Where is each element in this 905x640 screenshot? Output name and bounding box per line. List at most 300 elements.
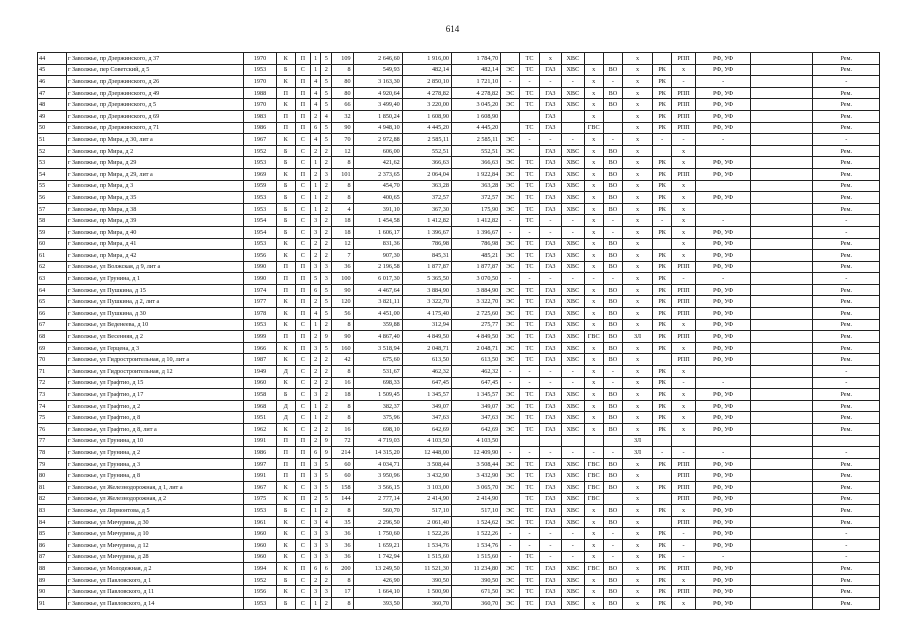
table-cell: 671,50 [451, 586, 500, 598]
table-cell: РФ, УФ [695, 192, 751, 204]
table-cell [751, 516, 813, 528]
table-cell: 4 [310, 76, 321, 88]
table-cell: х [623, 110, 653, 122]
table-cell: х [623, 400, 653, 412]
table-cell: - [813, 377, 880, 389]
table-cell: 6 [310, 284, 321, 296]
table-cell: ТС [520, 64, 539, 76]
table-cell: ТС [520, 342, 539, 354]
table-cell: РК [653, 412, 672, 424]
table-cell: - [695, 215, 751, 227]
table-cell: х [672, 319, 696, 331]
address-cell: г Заволжье, ул Железнодорожная, д 1, лит а [66, 481, 244, 493]
table-cell: ТС [520, 331, 539, 343]
table-cell: РФ, УФ [695, 412, 751, 424]
table-cell: ТС [520, 481, 539, 493]
table-cell: х [584, 87, 603, 99]
table-cell: - [539, 273, 561, 285]
table-cell: ВО [603, 400, 622, 412]
table-cell: х [623, 250, 653, 262]
table-cell: ЭС [501, 192, 520, 204]
table-cell: - [695, 551, 751, 563]
table-cell: ХВС [562, 203, 584, 215]
table-cell: РПП [672, 516, 696, 528]
table-cell: С [295, 586, 310, 598]
table-cell: ТС [520, 250, 539, 262]
address-cell: г Заволжье, пр Дзержинского, д 37 [66, 53, 244, 65]
table-cell: - [520, 226, 539, 238]
table-cell: 1999 [244, 331, 276, 343]
row-index-cell: 77 [38, 435, 67, 447]
table-cell: П [295, 122, 310, 134]
table-cell: 3 499,40 [353, 99, 402, 111]
table-cell: х [584, 400, 603, 412]
table-cell: - [562, 377, 584, 389]
table-cell: х [584, 412, 603, 424]
table-cell: ЭС [501, 505, 520, 517]
table-cell: 1991 [244, 470, 276, 482]
row-index-cell: 75 [38, 412, 67, 424]
table-cell: 372,57 [402, 192, 451, 204]
table-cell: К [276, 586, 295, 598]
table-cell: РПП [672, 586, 696, 598]
table-cell: РПП [672, 122, 696, 134]
address-cell: г Заволжье, ул Грунина, д 1 [66, 273, 244, 285]
table-cell: х [584, 528, 603, 540]
address-cell: г Заволжье, ул Железнодорожная, д 2 [66, 493, 244, 505]
address-cell: г Заволжье, пр Дзержинского, д 69 [66, 110, 244, 122]
table-cell: х [623, 424, 653, 436]
table-cell: ХВС [562, 412, 584, 424]
table-cell: 2 [321, 145, 332, 157]
table-cell: РПП [672, 481, 696, 493]
table-cell: Рем. [813, 261, 880, 273]
table-row [38, 180, 880, 192]
table-cell: ВО [603, 308, 622, 320]
row-index-cell: 84 [38, 516, 67, 528]
address-cell: г Заволжье, ул Волжская, д 9, лит а [66, 261, 244, 273]
table-cell: ХВС [562, 586, 584, 598]
table-cell: 5 [321, 87, 332, 99]
table-row [38, 563, 880, 575]
table-cell: 1990 [244, 273, 276, 285]
table-cell: ГАЗ [539, 458, 561, 470]
table-cell: 1953 [244, 157, 276, 169]
table-cell: Д [276, 412, 295, 424]
table-cell: - [603, 551, 622, 563]
table-cell [672, 435, 696, 447]
table-cell: К [276, 238, 295, 250]
table-cell: К [276, 250, 295, 262]
table-cell: 1969 [244, 168, 276, 180]
table-cell: 1970 [244, 76, 276, 88]
table-cell: Рем. [813, 87, 880, 99]
table-cell: 360,70 [402, 597, 451, 609]
table-cell: 1966 [244, 342, 276, 354]
row-index-cell: 52 [38, 145, 67, 157]
table-cell: 8 [332, 319, 353, 331]
table-cell: ХВС [562, 168, 584, 180]
table-cell: П [295, 99, 310, 111]
table-cell: 60 [332, 470, 353, 482]
table-cell [653, 435, 672, 447]
table-row [38, 574, 880, 586]
table-cell: - [813, 551, 880, 563]
table-cell: 2 048,71 [451, 342, 500, 354]
table-cell: х [623, 574, 653, 586]
table-row [38, 458, 880, 470]
table-cell: 2 725,60 [451, 308, 500, 320]
address-cell: г Заволжье, ул Павловского, д 1 [66, 574, 244, 586]
table-cell [751, 366, 813, 378]
table-cell [751, 87, 813, 99]
table-cell: ХВС [562, 308, 584, 320]
table-cell: ХВС [562, 238, 584, 250]
table-cell: х [584, 539, 603, 551]
table-cell: П [295, 447, 310, 459]
table-cell: Рем. [813, 586, 880, 598]
table-cell: ВО [603, 296, 622, 308]
table-cell: х [623, 319, 653, 331]
table-cell: П [295, 110, 310, 122]
table-cell: - [672, 134, 696, 146]
table-cell: 4 445,20 [451, 122, 500, 134]
table-cell: ХВС [562, 424, 584, 436]
table-cell: РФ, УФ [695, 238, 751, 250]
table-cell: 90 [332, 331, 353, 343]
table-row [38, 319, 880, 331]
table-cell: РПП [672, 308, 696, 320]
table-cell: 4 103,50 [402, 435, 451, 447]
table-cell: П [295, 87, 310, 99]
table-cell: х [672, 250, 696, 262]
table-cell: - [562, 366, 584, 378]
table-cell: 1988 [244, 87, 276, 99]
table-cell: 552,51 [451, 145, 500, 157]
row-index-cell: 76 [38, 424, 67, 436]
table-row [38, 273, 880, 285]
table-cell: ТС [520, 574, 539, 586]
table-cell: ЗЛ [623, 447, 653, 459]
table-cell: 1 [310, 400, 321, 412]
table-cell: С [295, 539, 310, 551]
table-cell: РФ, УФ [695, 424, 751, 436]
table-cell [751, 528, 813, 540]
table-cell: х [623, 481, 653, 493]
row-index-cell: 48 [38, 99, 67, 111]
table-cell: С [295, 516, 310, 528]
table-row [38, 308, 880, 320]
table-cell: 1 877,87 [402, 261, 451, 273]
table-cell: 90 [332, 122, 353, 134]
table-cell [751, 226, 813, 238]
address-cell: г Заволжье, пр Мира, д 3 [66, 180, 244, 192]
table-cell: 698,10 [353, 424, 402, 436]
table-cell: 482,14 [451, 64, 500, 76]
table-cell: 390,50 [451, 574, 500, 586]
table-cell: РК [653, 563, 672, 575]
table-cell: 5 [321, 493, 332, 505]
table-row [38, 470, 880, 482]
table-cell: Рем. [813, 563, 880, 575]
table-cell: х [672, 505, 696, 517]
table-cell [695, 145, 751, 157]
table-row [38, 342, 880, 354]
table-cell: 1 534,76 [451, 539, 500, 551]
table-cell: ТС [520, 586, 539, 598]
table-cell: 2 [310, 435, 321, 447]
table-cell: ТС [520, 157, 539, 169]
table-cell [653, 493, 672, 505]
table-cell: ГАЗ [539, 563, 561, 575]
table-cell: 1 606,17 [353, 226, 402, 238]
table-cell [751, 493, 813, 505]
table-cell [695, 203, 751, 215]
table-cell: 1997 [244, 458, 276, 470]
table-cell: ГАЗ [539, 342, 561, 354]
table-cell: 2 972,88 [353, 134, 402, 146]
table-cell [751, 505, 813, 517]
table-cell: Б [276, 64, 295, 76]
table-cell: РФ, УФ [695, 53, 751, 65]
table-cell: х [584, 296, 603, 308]
table-cell: Рем. [813, 157, 880, 169]
table-cell: ЭС [501, 400, 520, 412]
table-cell: 1 750,60 [353, 528, 402, 540]
table-row [38, 168, 880, 180]
address-cell: г Заволжье, ул Графтио, д 17 [66, 389, 244, 401]
table-cell: 5 [321, 99, 332, 111]
table-cell: РФ, УФ [695, 597, 751, 609]
table-cell: 1968 [244, 400, 276, 412]
table-cell: ЭС [501, 134, 520, 146]
table-cell: 3 [321, 528, 332, 540]
table-cell: 363,28 [402, 180, 451, 192]
table-cell: ВО [603, 157, 622, 169]
table-cell: Рем. [813, 110, 880, 122]
table-cell [603, 122, 622, 134]
table-cell: 517,10 [402, 505, 451, 517]
table-cell: 36 [332, 528, 353, 540]
table-cell: ТС [520, 308, 539, 320]
table-cell: 3 [310, 539, 321, 551]
table-cell: 5 [321, 134, 332, 146]
table-cell: РК [653, 481, 672, 493]
table-cell [751, 481, 813, 493]
table-cell: - [672, 76, 696, 88]
table-cell [751, 273, 813, 285]
table-cell: 2 [310, 377, 321, 389]
table-cell: 2 [321, 412, 332, 424]
table-cell: ТС [520, 238, 539, 250]
table-cell: ТС [520, 192, 539, 204]
table-cell [584, 53, 603, 65]
table-cell: 11 234,80 [451, 563, 500, 575]
table-cell [751, 284, 813, 296]
table-cell: ГАЗ [539, 574, 561, 586]
table-cell: К [276, 481, 295, 493]
table-cell: ЭС [501, 389, 520, 401]
table-cell: - [539, 134, 561, 146]
table-cell: ЭС [501, 99, 520, 111]
table-cell: 5 [321, 342, 332, 354]
table-cell: 3 508,44 [451, 458, 500, 470]
table-cell: ВО [603, 458, 622, 470]
table-cell: ГАЗ [539, 99, 561, 111]
address-cell: г Заволжье, ул Гидростроительная, д 12 [66, 366, 244, 378]
table-cell: х [623, 157, 653, 169]
address-cell: г Заволжье, ул Мичурина, д 12 [66, 539, 244, 551]
table-cell: 1 [310, 53, 321, 65]
table-cell: ХВС [562, 296, 584, 308]
row-index-cell: 53 [38, 157, 67, 169]
table-cell: ВО [603, 597, 622, 609]
row-index-cell: 47 [38, 87, 67, 99]
table-cell: 8 [332, 64, 353, 76]
table-cell: 35 [332, 516, 353, 528]
table-cell: х [623, 145, 653, 157]
table-cell: ТС [520, 551, 539, 563]
table-cell: ВО [603, 319, 622, 331]
table-cell: 907,30 [353, 250, 402, 262]
table-cell: 2 777,14 [353, 493, 402, 505]
table-cell: П [276, 284, 295, 296]
table-cell: - [501, 447, 520, 459]
table-cell: х [623, 296, 653, 308]
table-cell: 2 296,50 [353, 516, 402, 528]
table-cell: ХВС [562, 64, 584, 76]
table-cell: х [623, 76, 653, 88]
table-cell: ЭС [501, 424, 520, 436]
table-cell: ЗЛ [623, 331, 653, 343]
table-cell: К [276, 424, 295, 436]
table-cell: П [276, 87, 295, 99]
table-cell: - [539, 528, 561, 540]
table-cell: 1 [310, 505, 321, 517]
table-cell: - [653, 447, 672, 459]
table-cell: ТС [520, 319, 539, 331]
table-cell: ХВС [562, 192, 584, 204]
address-cell: г Заволжье, пр Мира, д 35 [66, 192, 244, 204]
table-cell: ГАЗ [539, 516, 561, 528]
table-cell: Рем. [813, 122, 880, 134]
table-cell: 2 [310, 145, 321, 157]
table-cell: - [539, 551, 561, 563]
table-cell: 3 [310, 226, 321, 238]
table-cell: ТС [520, 296, 539, 308]
table-cell: 32 [332, 110, 353, 122]
table-row [38, 64, 880, 76]
table-cell: - [695, 134, 751, 146]
table-cell: 1961 [244, 516, 276, 528]
table-cell: П [295, 168, 310, 180]
table-cell: 363,28 [451, 180, 500, 192]
table-cell [751, 203, 813, 215]
table-row [38, 261, 880, 273]
table-cell: Рем. [813, 389, 880, 401]
table-cell: ГАЗ [539, 64, 561, 76]
table-cell: 1983 [244, 110, 276, 122]
row-index-cell: 67 [38, 319, 67, 331]
table-cell: ВО [603, 87, 622, 99]
table-cell: С [295, 134, 310, 146]
table-row [38, 516, 880, 528]
table-cell: х [584, 389, 603, 401]
table-cell: РК [653, 87, 672, 99]
table-cell: 1 922,84 [451, 168, 500, 180]
table-cell: ТС [520, 203, 539, 215]
table-cell: ГАЗ [539, 493, 561, 505]
table-cell: 3 508,44 [402, 458, 451, 470]
table-cell [751, 122, 813, 134]
table-cell: К [276, 354, 295, 366]
table-cell: 421,62 [353, 157, 402, 169]
table-cell: 66 [332, 99, 353, 111]
table-cell: Рем. [813, 192, 880, 204]
table-cell: ГАЗ [539, 354, 561, 366]
table-cell: 349,07 [402, 400, 451, 412]
table-row [38, 215, 880, 227]
table-cell: ВО [603, 250, 622, 262]
table-cell: 1986 [244, 122, 276, 134]
table-cell: х [584, 574, 603, 586]
table-cell: ГАЗ [539, 319, 561, 331]
table-cell: 831,36 [353, 238, 402, 250]
table-cell: П [276, 435, 295, 447]
table-cell: ЭС [501, 481, 520, 493]
table-cell: 1953 [244, 238, 276, 250]
table-cell [501, 110, 520, 122]
table-cell: 8 [332, 192, 353, 204]
table-cell: 12 [332, 145, 353, 157]
table-cell: РФ, УФ [695, 168, 751, 180]
table-cell: 3 432,90 [402, 470, 451, 482]
table-cell: - [539, 76, 561, 88]
table-cell: х [584, 424, 603, 436]
table-cell: 366,63 [451, 157, 500, 169]
table-cell: 1954 [244, 215, 276, 227]
table-row [38, 203, 880, 215]
table-cell: 275,77 [451, 319, 500, 331]
table-cell: Б [276, 157, 295, 169]
table-cell: 3 220,00 [402, 99, 451, 111]
row-index-cell: 60 [38, 238, 67, 250]
table-cell: П [295, 493, 310, 505]
table-row [38, 389, 880, 401]
table-cell: ТС [520, 505, 539, 517]
table-cell: ЭС [501, 516, 520, 528]
table-cell: 2 061,40 [402, 516, 451, 528]
table-cell: х [672, 238, 696, 250]
table-cell: РФ, УФ [695, 157, 751, 169]
table-cell: ТС [520, 215, 539, 227]
address-cell: г Заволжье, ул Грунина, д 2 [66, 447, 244, 459]
table-cell: 3 821,11 [353, 296, 402, 308]
table-cell: Б [276, 389, 295, 401]
address-cell: г Заволжье, ул Мичурина, д 30 [66, 516, 244, 528]
table-cell: РФ, УФ [695, 586, 751, 598]
table-cell: 1 [310, 157, 321, 169]
table-cell: - [695, 447, 751, 459]
table-cell: 2 [310, 238, 321, 250]
table-cell: - [501, 528, 520, 540]
table-cell: - [520, 377, 539, 389]
table-cell: 786,98 [402, 238, 451, 250]
table-cell: - [520, 366, 539, 378]
table-cell: РК [653, 110, 672, 122]
table-cell: 1952 [244, 574, 276, 586]
table-cell: 4 [310, 308, 321, 320]
